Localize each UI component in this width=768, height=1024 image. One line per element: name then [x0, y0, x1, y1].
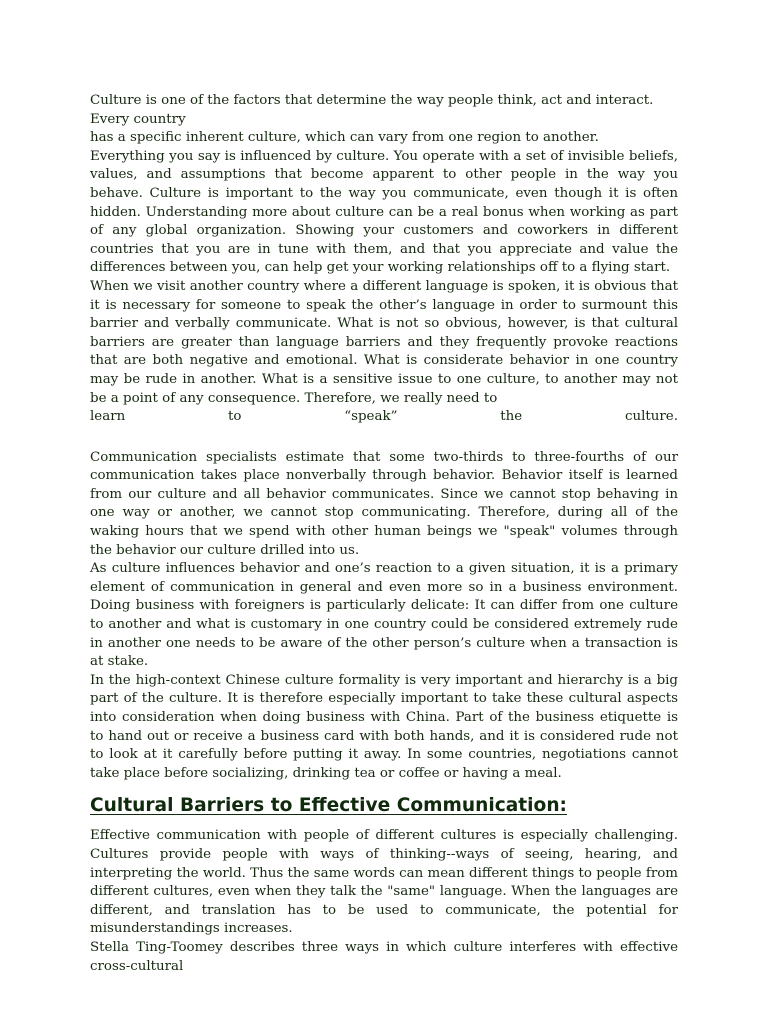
- paragraph-nonverbal-communication: Communication specialists estimate that some two-thirds to three-fourths of our communication takes place nonverbally through behavior. Behavior itself is learned from our culture and all behavior communicates. Since we cannot stop behaving in one way or another, we cannot stop communicating. Therefore, during all of the waking hours that we spend with other human beings we "speak" volumes through the behavior our culture drilled into us.: [90, 449, 678, 558]
- paragraph-visiting-another-country: When we visit another country where a different language is spoken, it is obvious that it is necessary for someone to speak the other’s language in order to surmount this barrier and verbally communicate. What is not so obvious, however, is that cultural barriers are greater than language barriers and they frequently provoke reactions that are both negative and emotional. What is considerate behavior in one country may be rude in another. What is a sensitive issue to one culture, to another may not be a point of any consequence. Therefore, we really need to: [90, 278, 678, 406]
- paragraph-chinese-culture: In the high-context Chinese culture formality is very important and hierarchy is a big part of the culture. It is therefore especially important to take these cultural aspects into consideration when doing business with China. Part of the business etiquette is to hand out or receive a business card with both hands, and it is considered rude not to look at it carefully before putting it away. In some countries, negotiations cannot take place before socializing, drinking tea or coffee or having a meal.: [90, 672, 678, 781]
- word-speak: “speak”: [344, 409, 398, 425]
- section-heading: Cultural Barriers to Effective Communication:: [90, 795, 567, 817]
- document-body: [90, 92, 678, 976]
- word-the: the: [500, 409, 523, 425]
- word-to: to: [228, 409, 242, 425]
- paragraph-culture-intro: Culture is one of the factors that determine the way people think, act and interact. Every country has a specific inherent culture, which can vary from one region to another.: [90, 93, 654, 146]
- word-culture: culture.: [624, 409, 678, 425]
- paragraph-effective-communication: Effective communication with people of different cultures is especially challenging. Cultures provide people with ways of thinking--ways of seeing, hearing, and interpreting the world. Thus the same words can mean different things to people from different cultures, even when they talk the "same" language. When the languages are different, and translation has to be used to communicate, the potential for misunderstandings increases.: [90, 828, 678, 937]
- word-learn: learn: [90, 409, 126, 425]
- justified-last-line: [90, 408, 678, 427]
- paragraph-business-environment: As culture influences behavior and one’s reaction to a given situation, it is a primary element of communication in general and even more so in a business environment. Doing business with foreigners is particularly delicate: It can differ from one culture to another and what is customary in one country could be considered extremely rude in another one needs to be aware of the other person’s culture when a transaction is at stake.: [90, 561, 678, 670]
- paragraph-influenced-by-culture: Everything you say is influenced by culture. You operate with a set of invisible beliefs, values, and assumptions that become apparent to other people in the way you behave. Culture is important to the way you communicate, even though it is often hidden. Understanding more about culture can be a real bonus when working as part of any global organization. Showing your customers and coworkers in different countries that you are in tune with them, and that you appreciate and value the differences between you, can help get your working relationships off to a flying start.: [90, 148, 678, 276]
- paragraph-stella-ting-toomey: Stella Ting-Toomey describes three ways in which culture interferes with effective cross-cultural: [90, 939, 678, 974]
